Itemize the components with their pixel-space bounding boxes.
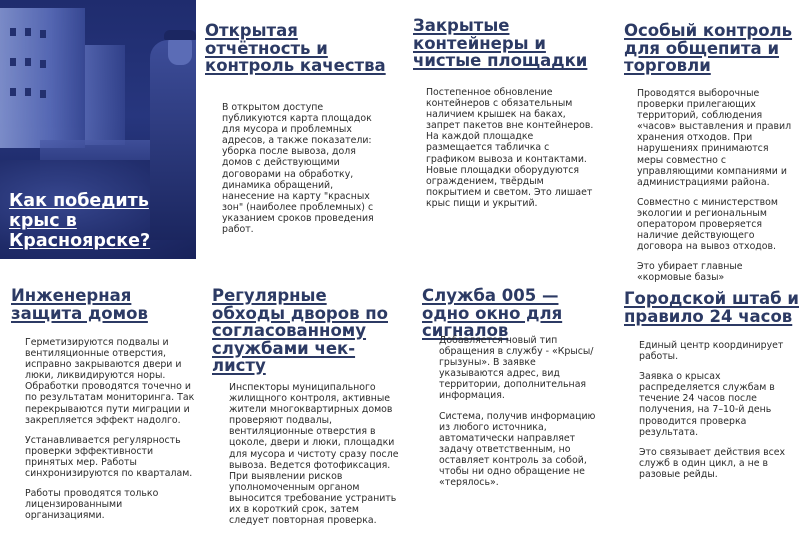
card-text: Заявка о крысах распределяется службам в течение 24 часов после получения, на 7–10-й день проводится проверка результата. [639, 371, 775, 438]
hero-title: Как победить крыс в Красноярске? [9, 191, 151, 251]
building-illustration [0, 8, 85, 148]
card-closed-containers [413, 16, 603, 209]
card-city-headquarters [624, 289, 800, 480]
card-text: Постепенное обновление контейнеров с обязательным наличием крышек на баках, запрет пакетов вне контейнеров. На каждой площадке размещается табличка с графиком вывоза и контактами. Новые площадки оборудуются ограждением, твёрдым покрытием и светом. Это лишает крыс пищи и укрытий. [426, 87, 594, 209]
card-text: Проводятся выборочные проверки прилегающих территорий, соблюдения «часов» выставления и правил хранения отходов. При нарушениях принимаются меры совместно с управляющими компаниями и администрациями района. [637, 88, 792, 188]
card-text: Герметизируются подвалы и вентиляционные отверстия, исправно закрываются двери и люки, ликвидируются норы. Обработки проводятся точечно и по результатам мониторинга. Так перекрываются пути миграции и закрепляется эффект надолго. [25, 337, 195, 426]
card-yard-inspections [212, 286, 399, 527]
card-title: Служба 005 — одно окно для сигналов [422, 286, 563, 340]
card-engineering-protection [11, 286, 196, 522]
card-text: Единый центр координирует работы. [639, 340, 784, 363]
card-text: Это убирает главные «кормовые базы» [637, 261, 743, 284]
card-title: Инженерная защита домов [11, 286, 148, 323]
card-title: Городской штаб и правило 24 часов [624, 289, 799, 326]
card-title: Открытая отчётность и контроль качества [205, 21, 386, 75]
card-text: Работы проводятся только лицензированными организациями. [25, 488, 159, 522]
card-text: Это связывает действия всех служб в один цикл, а не в разовые рейды. [639, 446, 786, 480]
building-illustration-far [85, 45, 125, 145]
card-text: Добавляется новый тип обращения в службу - «Крысы/грызуны». В заявке указываются адрес, вид территории, дополнительная информация. [439, 335, 594, 402]
card-service-005 [422, 286, 602, 489]
card-title: Закрытые контейнеры и чистые площадки [413, 16, 588, 70]
card-text: В открытом доступе публикуются карта площадок для мусора и проблемных адресов, а также показатели: уборка после вывоза, доля домов с действующими договорами на обработку, динамика обращений, нанесение на карту "красных зон" (наиболее проблемных) с указанием сроков проведения работ. [222, 102, 374, 236]
card-open-reporting [205, 21, 395, 236]
hero-illustration [0, 0, 196, 259]
card-text: Совместно с министерством экологии и региональным оператором проверяется наличие действующего договора на вывоз отходов. [637, 196, 778, 253]
card-text: Инспекторы муниципального жилищного контроля, активные жители многоквартирных домов проверяют подвалы, вентиляционные отверстия в цоколе, двери и люки, площадки для мусора и чистоту сразу после вывоза. Ведется фотофиксация. При выявлении рисков уполномоченным органом выносится требование устранить их в короткий срок, затем следует повторная проверка. [229, 382, 399, 527]
inspector-cap [164, 30, 196, 40]
card-text: Устанавливается регулярность проверки эффективности принятых мер. Работы синхронизируются по кварталам. [25, 434, 193, 480]
card-catering-control [624, 21, 799, 284]
card-title: Регулярные обходы дворов по согласованному службами чек-листу [212, 286, 388, 375]
card-title: Особый контроль для общепита и торговли [624, 21, 793, 75]
card-text: Система, получив информацию из любого источника, автоматически направляет задачу ответственным, но оставляет контроль за собой, чтобы ни одно обращение не «терялось». [439, 410, 596, 489]
